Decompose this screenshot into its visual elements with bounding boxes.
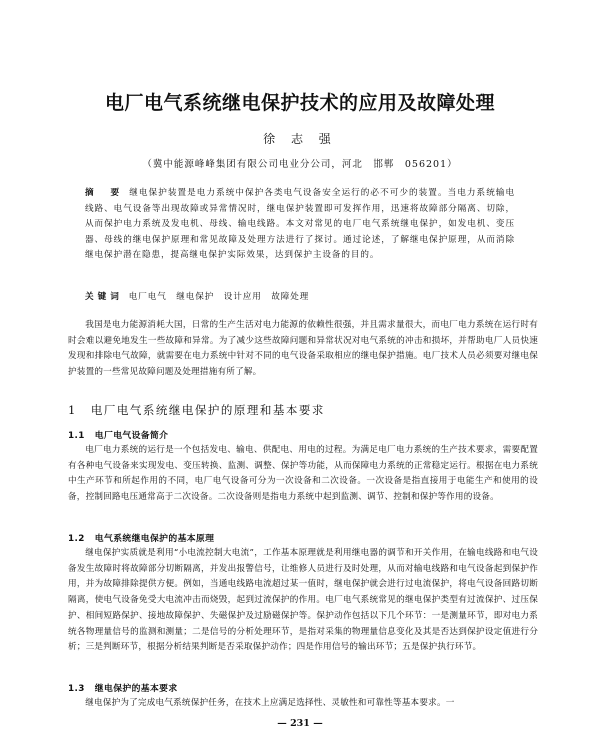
section-number: 1 <box>68 403 77 417</box>
subsection-number: 1.3 <box>68 684 85 694</box>
subsection-title: 继电保护的基本要求 <box>94 684 178 694</box>
paragraph-1-2: 继电保护实质就是利用“小电流控制大电流”，工作基本原理就是利用继电器的调节和开关作用，在输电线路和电气设备发生故障时将故障部分切断隔离，并发出报警信号，让维修人员进行及时处理，从而对输电线路和电气设备起到保护作用，并为故障排除提供方便。例如，当通电线路电流超过某一值时，继电保护就会进行过电流保护，将电气设备回路切断隔离，使电气设备免受大电流冲击而烧毁，起到过流保护的作用。电厂电气系统常见的继电保护类型有过流保护、过压保护、相间短路保护、接地故障保护、失磁保护及过励磁保护等。保护动作包括以下几个环节：一是测量环节，即对电力系统各物理量信号的监测和测量；二是信号的分析处理环节，是指对采集的物理量信息变化及其是否达到保护设定值进行分析；三是判断环节，根据分析结果判断是否采取保护动作；四是作用信号的输出环节；五是保护执行环节。 <box>68 548 538 653</box>
subsection-heading-1-1 <box>68 428 168 441</box>
keywords-text: 电厂电气 继电保护 设计应用 故障处理 <box>128 292 310 302</box>
subsection-number: 1.1 <box>68 431 85 441</box>
subsection-heading-1-3 <box>68 681 178 694</box>
section-heading-1 <box>68 402 325 418</box>
abstract-text: 继电保护装置是电力系统中保护各类电气设备安全运行的必不可少的装置。当电力系统输电线路、电气设备等出现故障或异常情况时，继电保护装置即可发挥作用，迅速将故障部分隔离、切除，从而保护电力系统及发电机、母线、输电线路。本文对常见的电厂电气系统继电保护，如发电机、变压器、母线的继电保护原理和常见故障及处理方法进行了探讨。通过论述，了解继电保护原理，从而消除继电保护潜在隐患，提高继电保护实际效果，达到保护主设备的目的。 <box>85 188 515 261</box>
paragraph-1-3: 继电保护为了完成电气系统保护任务，在技术上应满足选择性、灵敏性和可靠性等基本要求。一 <box>85 698 455 708</box>
author-name: 徐 志 强 <box>263 132 337 146</box>
article-title: 电厂电气系统继电保护技术的应用及故障处理 <box>104 92 495 114</box>
abstract-label: 摘 要 <box>85 188 124 198</box>
subsection-heading-1-2 <box>68 531 214 544</box>
keywords-label: 关键词 <box>85 292 123 302</box>
subsection-title: 电气系统继电保护的基本原理 <box>94 534 215 544</box>
abstract <box>85 186 515 264</box>
intro-paragraph: 我国是电力能源消耗大国，日常的生产生活对电力能源的依赖性很强，并且需求量很大，而电厂电力系统在运行时有时会难以避免地发生一些故障和异常。为了减少这些故障问题和异常状况对电气系统的冲击和损坏，并帮助电厂人员快速发现和排除电气故障，就需要在电力系统中针对不同的电气设备采取相应的继电保护措施。电厂技术人员必须要对继电保护装置的一些常见故障问题及处理措施有所了解。 <box>68 320 538 378</box>
page-number: — 231 — <box>277 718 323 729</box>
subsection-number: 1.2 <box>68 534 85 544</box>
subsection-title: 电厂电气设备简介 <box>94 431 169 441</box>
section-title: 电厂电气系统继电保护的原理和基本要求 <box>90 403 325 417</box>
paragraph-1-1: 电厂电力系统的运行是一个包括发电、输电、供配电、用电的过程。为满足电厂电力系统的生产技术要求，需要配置有各种电气设备来实现发电、变压转换、监测、调整、保护等功能，从而保障电力系统的正常稳定运行。根据在电力系统中生产环节和所起作用的不同，电厂电气设备可分为一次设备和二次设备。一次设备是指直接用于电能生产和使用的设备，控制回路电压通常高于二次设备。二次设备则是指电力系统中起到监测、调节、控制和保护等作用的设备。 <box>68 445 538 503</box>
author-affiliation: （冀中能源峰峰集团有限公司电业分公司，河北 邯郸 056201） <box>142 159 458 170</box>
keywords <box>85 290 515 302</box>
